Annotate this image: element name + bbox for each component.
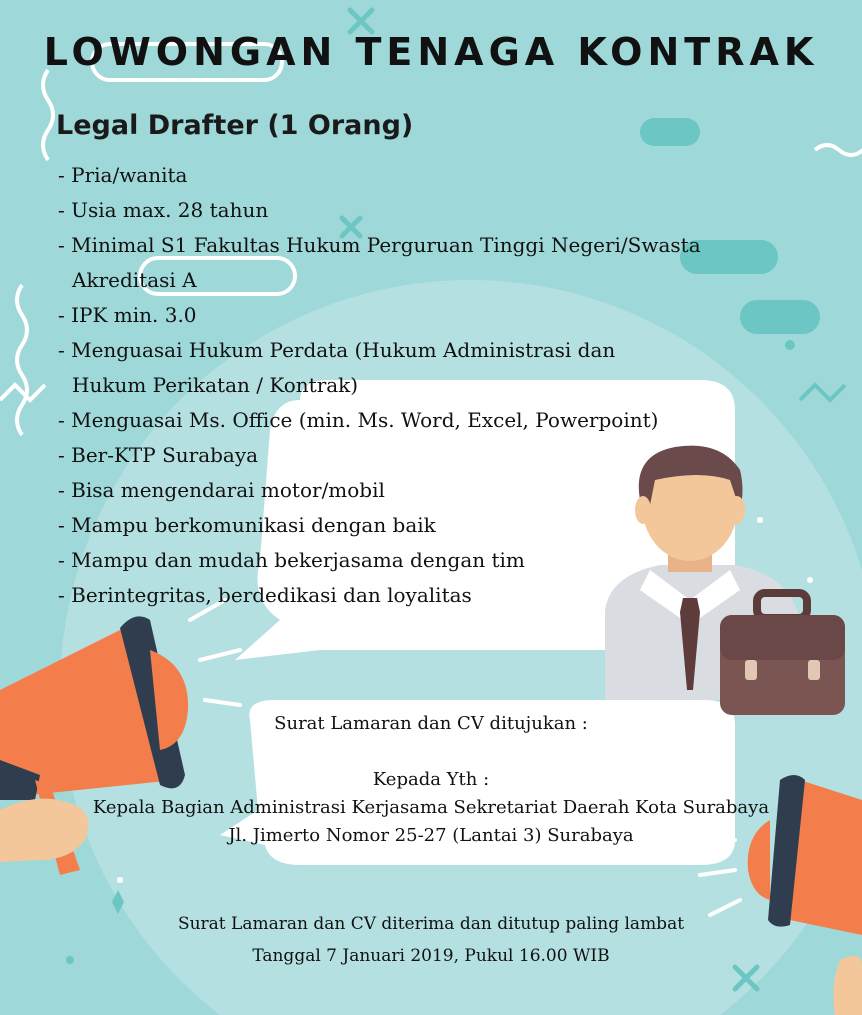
application-to: Kepada Yth :: [372, 769, 490, 790]
requirement-item: - IPK min. 3.0: [58, 303, 197, 327]
deadline-notice: [0, 908, 862, 972]
application-intro: Surat Lamaran dan CV ditujukan :: [274, 713, 588, 734]
requirements-list: [58, 158, 758, 613]
application-recipient: Kepala Bagian Administrasi Kerjasama Sekretariat Daerah Kota Surabaya: [92, 797, 770, 818]
requirement-item: - Mampu dan mudah bekerjasama dengan tim: [58, 548, 525, 572]
requirement-item-continuation: Hukum Perikatan / Kontrak): [72, 373, 359, 397]
deadline-line-2: Tanggal 7 Januari 2019, Pukul 16.00 WIB: [252, 946, 610, 966]
requirement-item: - Bisa mengendarai motor/mobil: [58, 478, 385, 502]
page-title: LOWONGAN TENAGA KONTRAK: [43, 30, 819, 74]
requirement-item: - Usia max. 28 tahun: [58, 198, 269, 222]
requirement-item: - Menguasai Hukum Perdata (Hukum Administrasi dan: [58, 338, 616, 362]
requirement-item-continuation: Akreditasi A: [72, 268, 197, 292]
requirement-item: - Minimal S1 Fakultas Hukum Perguruan Tinggi Negeri/Swasta: [58, 233, 701, 257]
requirement-item: - Ber-KTP Surabaya: [58, 443, 259, 467]
application-street: Jl. Jimerto Nomor 25-27 (Lantai 3) Surabaya: [228, 825, 634, 846]
spacer: [0, 738, 862, 766]
requirement-item: - Menguasai Ms. Office (min. Ms. Word, Excel, Powerpoint): [58, 408, 659, 432]
deadline-line-1: Surat Lamaran dan CV diterima dan ditutup paling lambat: [177, 914, 685, 934]
requirement-item: - Mampu berkomunikasi dengan baik: [58, 513, 436, 537]
application-address: [0, 710, 862, 850]
requirement-item: - Berintegritas, berdedikasi dan loyalitas: [58, 583, 472, 607]
position-title: Legal Drafter (1 Orang): [56, 110, 414, 141]
requirement-item: - Pria/wanita: [58, 163, 188, 187]
